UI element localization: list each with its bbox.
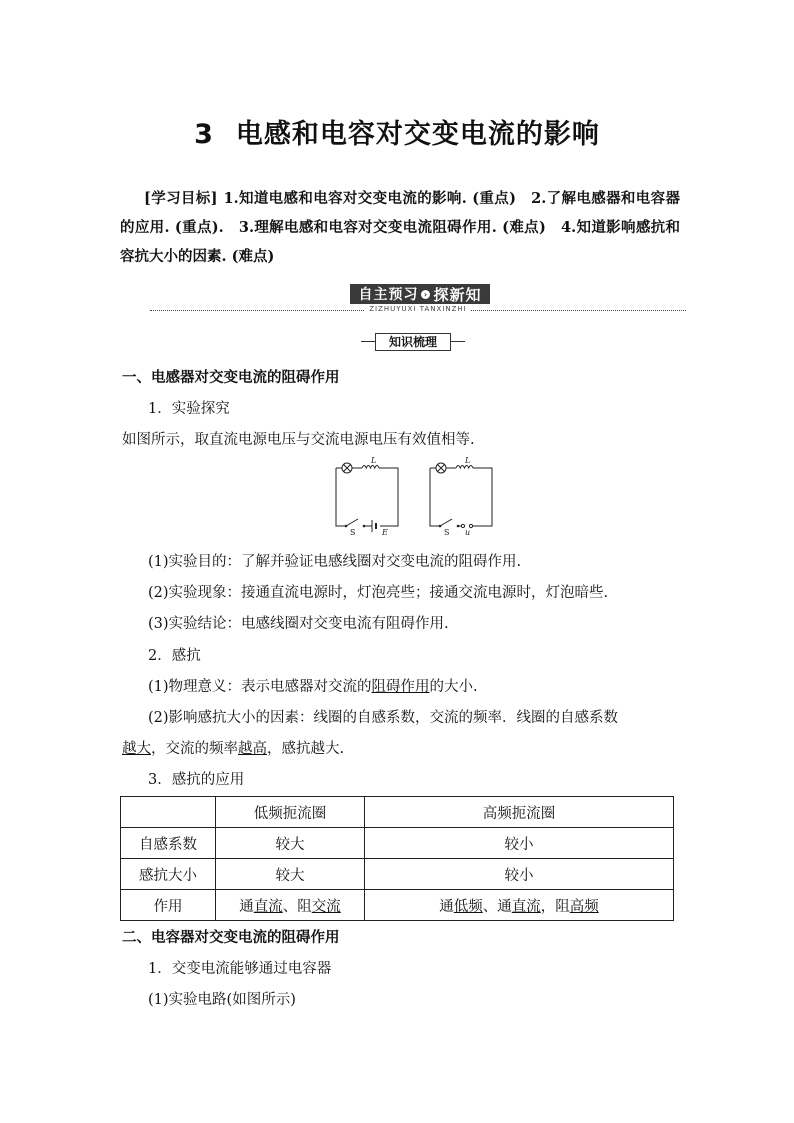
section2-heading: 二、电容器对交变电流的阻碍作用: [122, 929, 340, 946]
s1-subheading-2: 2．感抗: [148, 648, 201, 664]
table-row: [121, 890, 674, 921]
title-number: 3: [194, 119, 214, 150]
blank-larger: 越大: [122, 741, 151, 757]
ac-source-label: u: [465, 528, 471, 536]
table-cell: 作用: [121, 890, 216, 921]
blank-obstruction: 阻碍作用: [371, 679, 430, 695]
section-banner: [150, 283, 686, 319]
s1-phenomenon: (2)实验现象：接通直流电源时，灯泡亮些；接通交流电源时，灯泡暗些.: [148, 585, 609, 601]
s1-conclusion: (3)实验结论：电感线圈对交变电流有阻碍作用.: [148, 616, 449, 632]
s1-subheading-1: 1．实验探究: [148, 401, 230, 417]
banner-arrow-icon: ›: [421, 290, 430, 299]
section1-heading: 一、电感器对交变电流的阻碍作用: [122, 369, 340, 386]
s1-factors-line1: (2)影响感抗大小的因素：线圈的自感系数，交流的频率．线圈的自感系数: [148, 710, 619, 726]
s2-subheading-1: 1．交变电流能够通过电容器: [148, 961, 332, 977]
banner-right-text: 探新知: [433, 285, 482, 304]
dc-inductor-label: L: [371, 456, 377, 465]
table-cell: 较小: [365, 859, 674, 890]
table-cell: 较大: [216, 828, 365, 859]
table-cell: 感抗大小: [121, 859, 216, 890]
s1-purpose: (1)实验目的：了解并验证电感线圈对交变电流的阻碍作用.: [148, 554, 522, 570]
dc-source-label: E: [382, 528, 388, 536]
ac-circuit-diagram: [428, 456, 498, 536]
table-cell-low-choke-function: 通直流、阻交流: [216, 890, 365, 921]
table-cell: 较大: [216, 859, 365, 890]
dc-circuit-diagram: [334, 456, 404, 536]
ac-switch-label: S: [444, 528, 450, 536]
banner-left-text: 自主预习: [358, 287, 419, 303]
table-cell: 低频扼流圈: [216, 797, 365, 828]
ac-inductor-label: L: [465, 456, 471, 465]
table-cell: 自感系数: [121, 828, 216, 859]
table-cell-high-choke-function: 通低频、通直流，阻高频: [365, 890, 674, 921]
title-text: 电感和电容对交变电流的影响: [235, 119, 600, 150]
blank-higher: 越高: [238, 741, 267, 757]
s1-intro: 如图所示，取直流电源电压与交流电源电压有效值相等.: [122, 432, 475, 448]
s1-meaning: (1)物理意义：表示电感器对交流的阻碍作用的大小.: [148, 679, 478, 695]
goals-text: 1.知道电感和电容对交变电流的影响. (重点) 2.了解电感器和电容器的应用. (重点). 3.理解电感和电容对交变电流阻碍作用. (难点) 4.知道影响感抗和容抗大小的因素. (难点): [120, 190, 680, 265]
reactance-table: [120, 796, 674, 921]
dc-switch-label: S: [350, 528, 356, 536]
page-title: [0, 112, 794, 151]
s1-factors-line2: 越大，交流的频率越高，感抗越大.: [122, 741, 345, 757]
table-row: [121, 828, 674, 859]
s1-subheading-3: 3．感抗的应用: [148, 772, 245, 788]
table-row: [121, 859, 674, 890]
banner-strip: [350, 284, 490, 304]
banner-pinyin: ZIZHUYUXI TANXINZHI: [150, 305, 686, 313]
table-cell: 较小: [365, 828, 674, 859]
tag-label: 知识梳理: [375, 333, 451, 351]
learning-goals: [120, 184, 680, 271]
goals-label: [学习目标]: [144, 190, 218, 207]
s2-circuit-caption: (1)实验电路(如图所示): [148, 992, 296, 1008]
table-cell: 高频扼流圈: [365, 797, 674, 828]
knowledge-tag: [361, 331, 465, 351]
table-cell: [121, 797, 216, 828]
table-row: [121, 797, 674, 828]
